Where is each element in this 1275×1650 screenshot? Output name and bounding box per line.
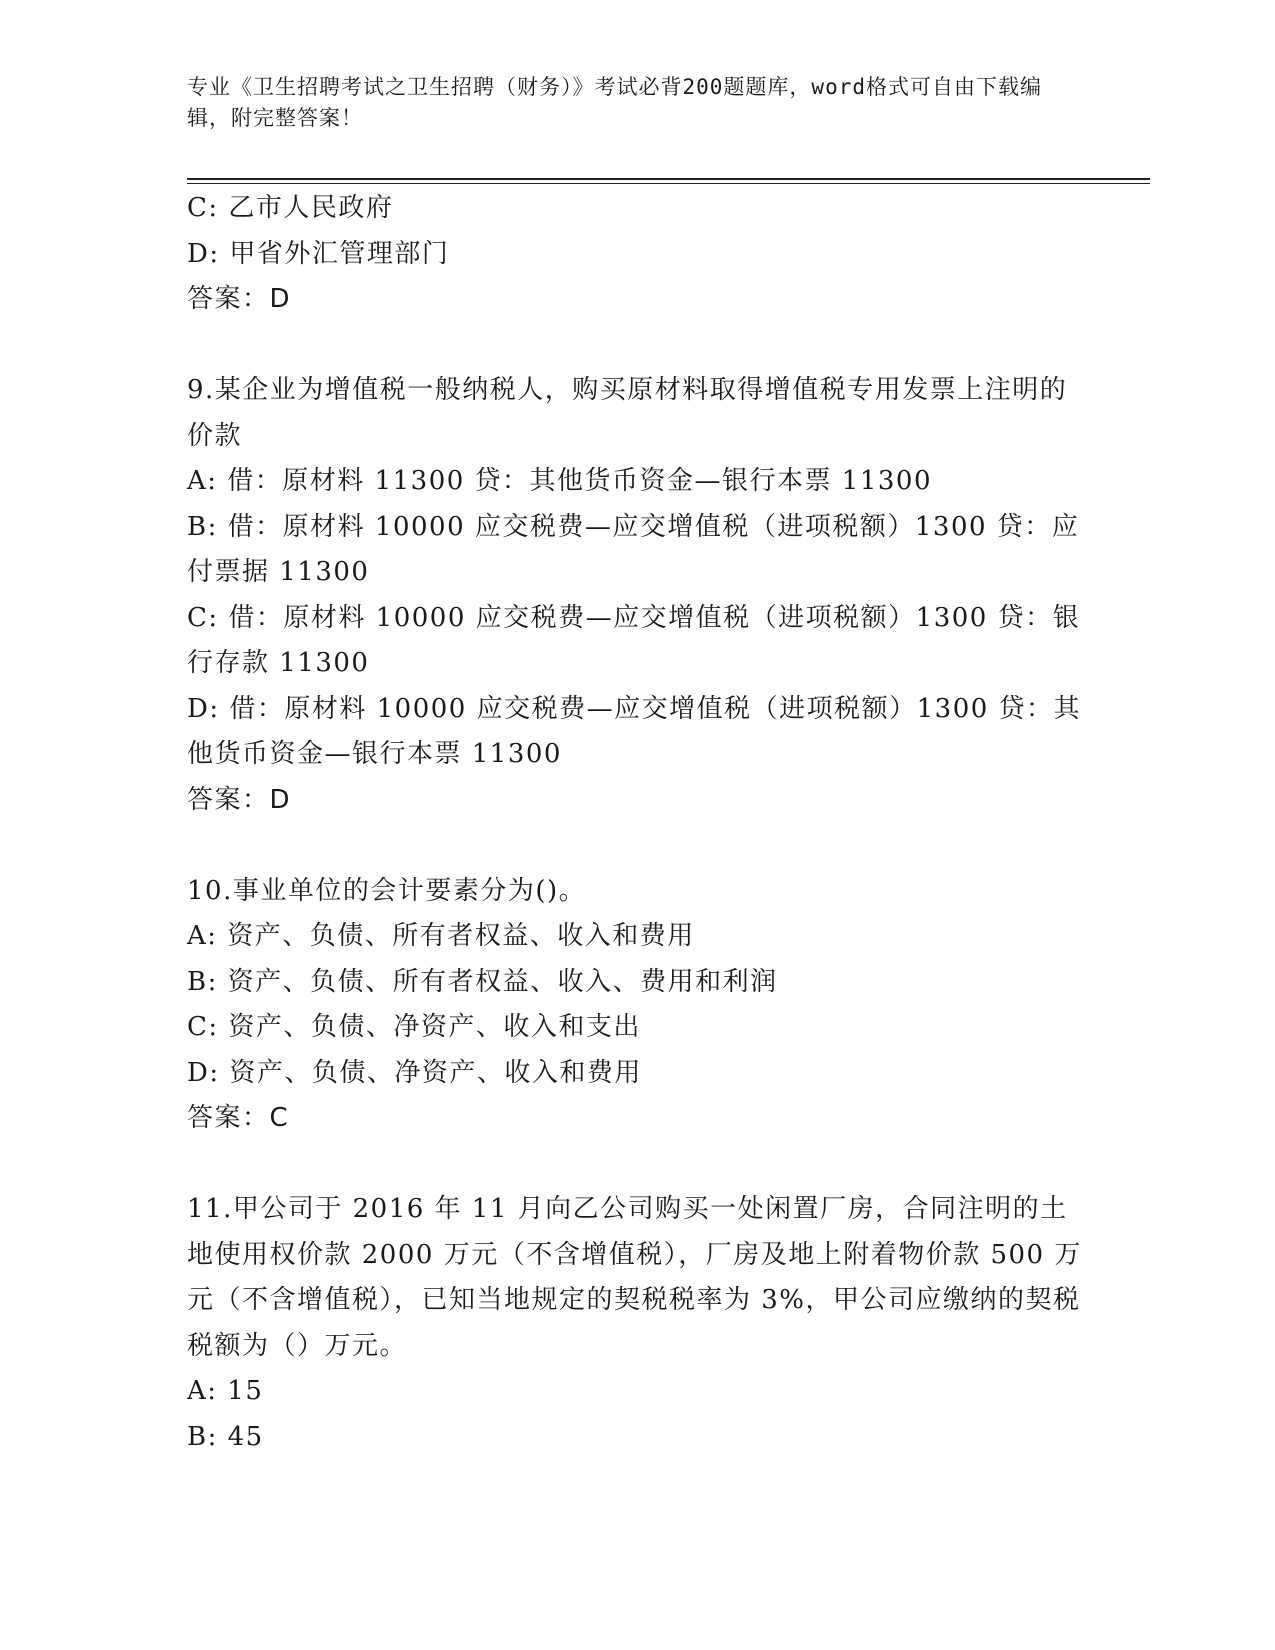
option-d: D: 资产、负债、净资产、收入和费用 — [187, 1057, 642, 1088]
answer — [187, 277, 1087, 323]
option-d: D: 借：原材料 10000 应交税费—应交增值税（进项税额）1300 贷：其他货币资金—银行本票 11300 — [187, 693, 1082, 769]
document-header — [187, 72, 1067, 134]
spacer — [187, 1142, 1087, 1188]
header-divider-thin — [187, 183, 1150, 184]
option-a: A: 借：原材料 11300 贷：其他货币资金—银行本票 11300 — [187, 466, 933, 496]
option-b: B: 45 — [187, 1421, 264, 1452]
option-c: C: 资产、负债、净资产、收入和支出 — [187, 1012, 641, 1042]
question-content — [187, 186, 1087, 1460]
question-stem: 10.事业单位的会计要素分为()。 — [187, 875, 587, 906]
answer-label: 答案： — [187, 284, 270, 314]
spacer — [187, 823, 1087, 869]
question-9 — [187, 368, 1087, 823]
question-8 — [187, 186, 1087, 323]
answer — [187, 778, 1087, 824]
question-10 — [187, 869, 1087, 1142]
option-c: C: 乙市人民政府 — [187, 193, 394, 223]
option-c: C: 借：原材料 10000 应交税费—应交增值税（进项税额）1300 贷：银行存款 11300 — [187, 602, 1081, 678]
question-stem: 11.甲公司于 2016 年 11 月向乙公司购买一处闲置厂房，合同注明的土地使用权价款 2000 万元（不含增值税），厂房及地上附着物价款 500 万元（不含增值税），已知当地规定的契税税率为 3%，甲公司应缴纳的契税税额为（）万元。 — [187, 1194, 1082, 1361]
spacer — [187, 323, 1087, 369]
answer-value: D — [269, 284, 292, 314]
answer-value: D — [269, 784, 292, 815]
answer-label: 答案： — [187, 784, 270, 815]
question-11 — [187, 1187, 1087, 1460]
question-stem: 9.某企业为增值税一般纳税人，购买原材料取得增值税专用发票上注明的价款 — [187, 375, 1068, 451]
option-d: D: 甲省外汇管理部门 — [187, 238, 450, 269]
answer — [187, 1096, 1087, 1142]
option-b: B: 资产、负债、所有者权益、收入、费用和利润 — [187, 966, 778, 997]
option-b: B: 借：原材料 10000 应交税费—应交增值税（进项税额）1300 贷：应付票据 11300 — [187, 511, 1080, 587]
header-text: 专业《卫生招聘考试之卫生招聘（财务）》考试必背200题题库，word格式可自由下载编辑，附完整答案！ — [187, 75, 1042, 130]
option-a: A: 15 — [187, 1376, 264, 1406]
answer-value: C — [269, 1103, 290, 1133]
answer-label: 答案： — [187, 1103, 270, 1133]
option-a: A: 资产、负债、所有者权益、收入和费用 — [187, 921, 695, 951]
header-divider-thick — [187, 178, 1150, 180]
